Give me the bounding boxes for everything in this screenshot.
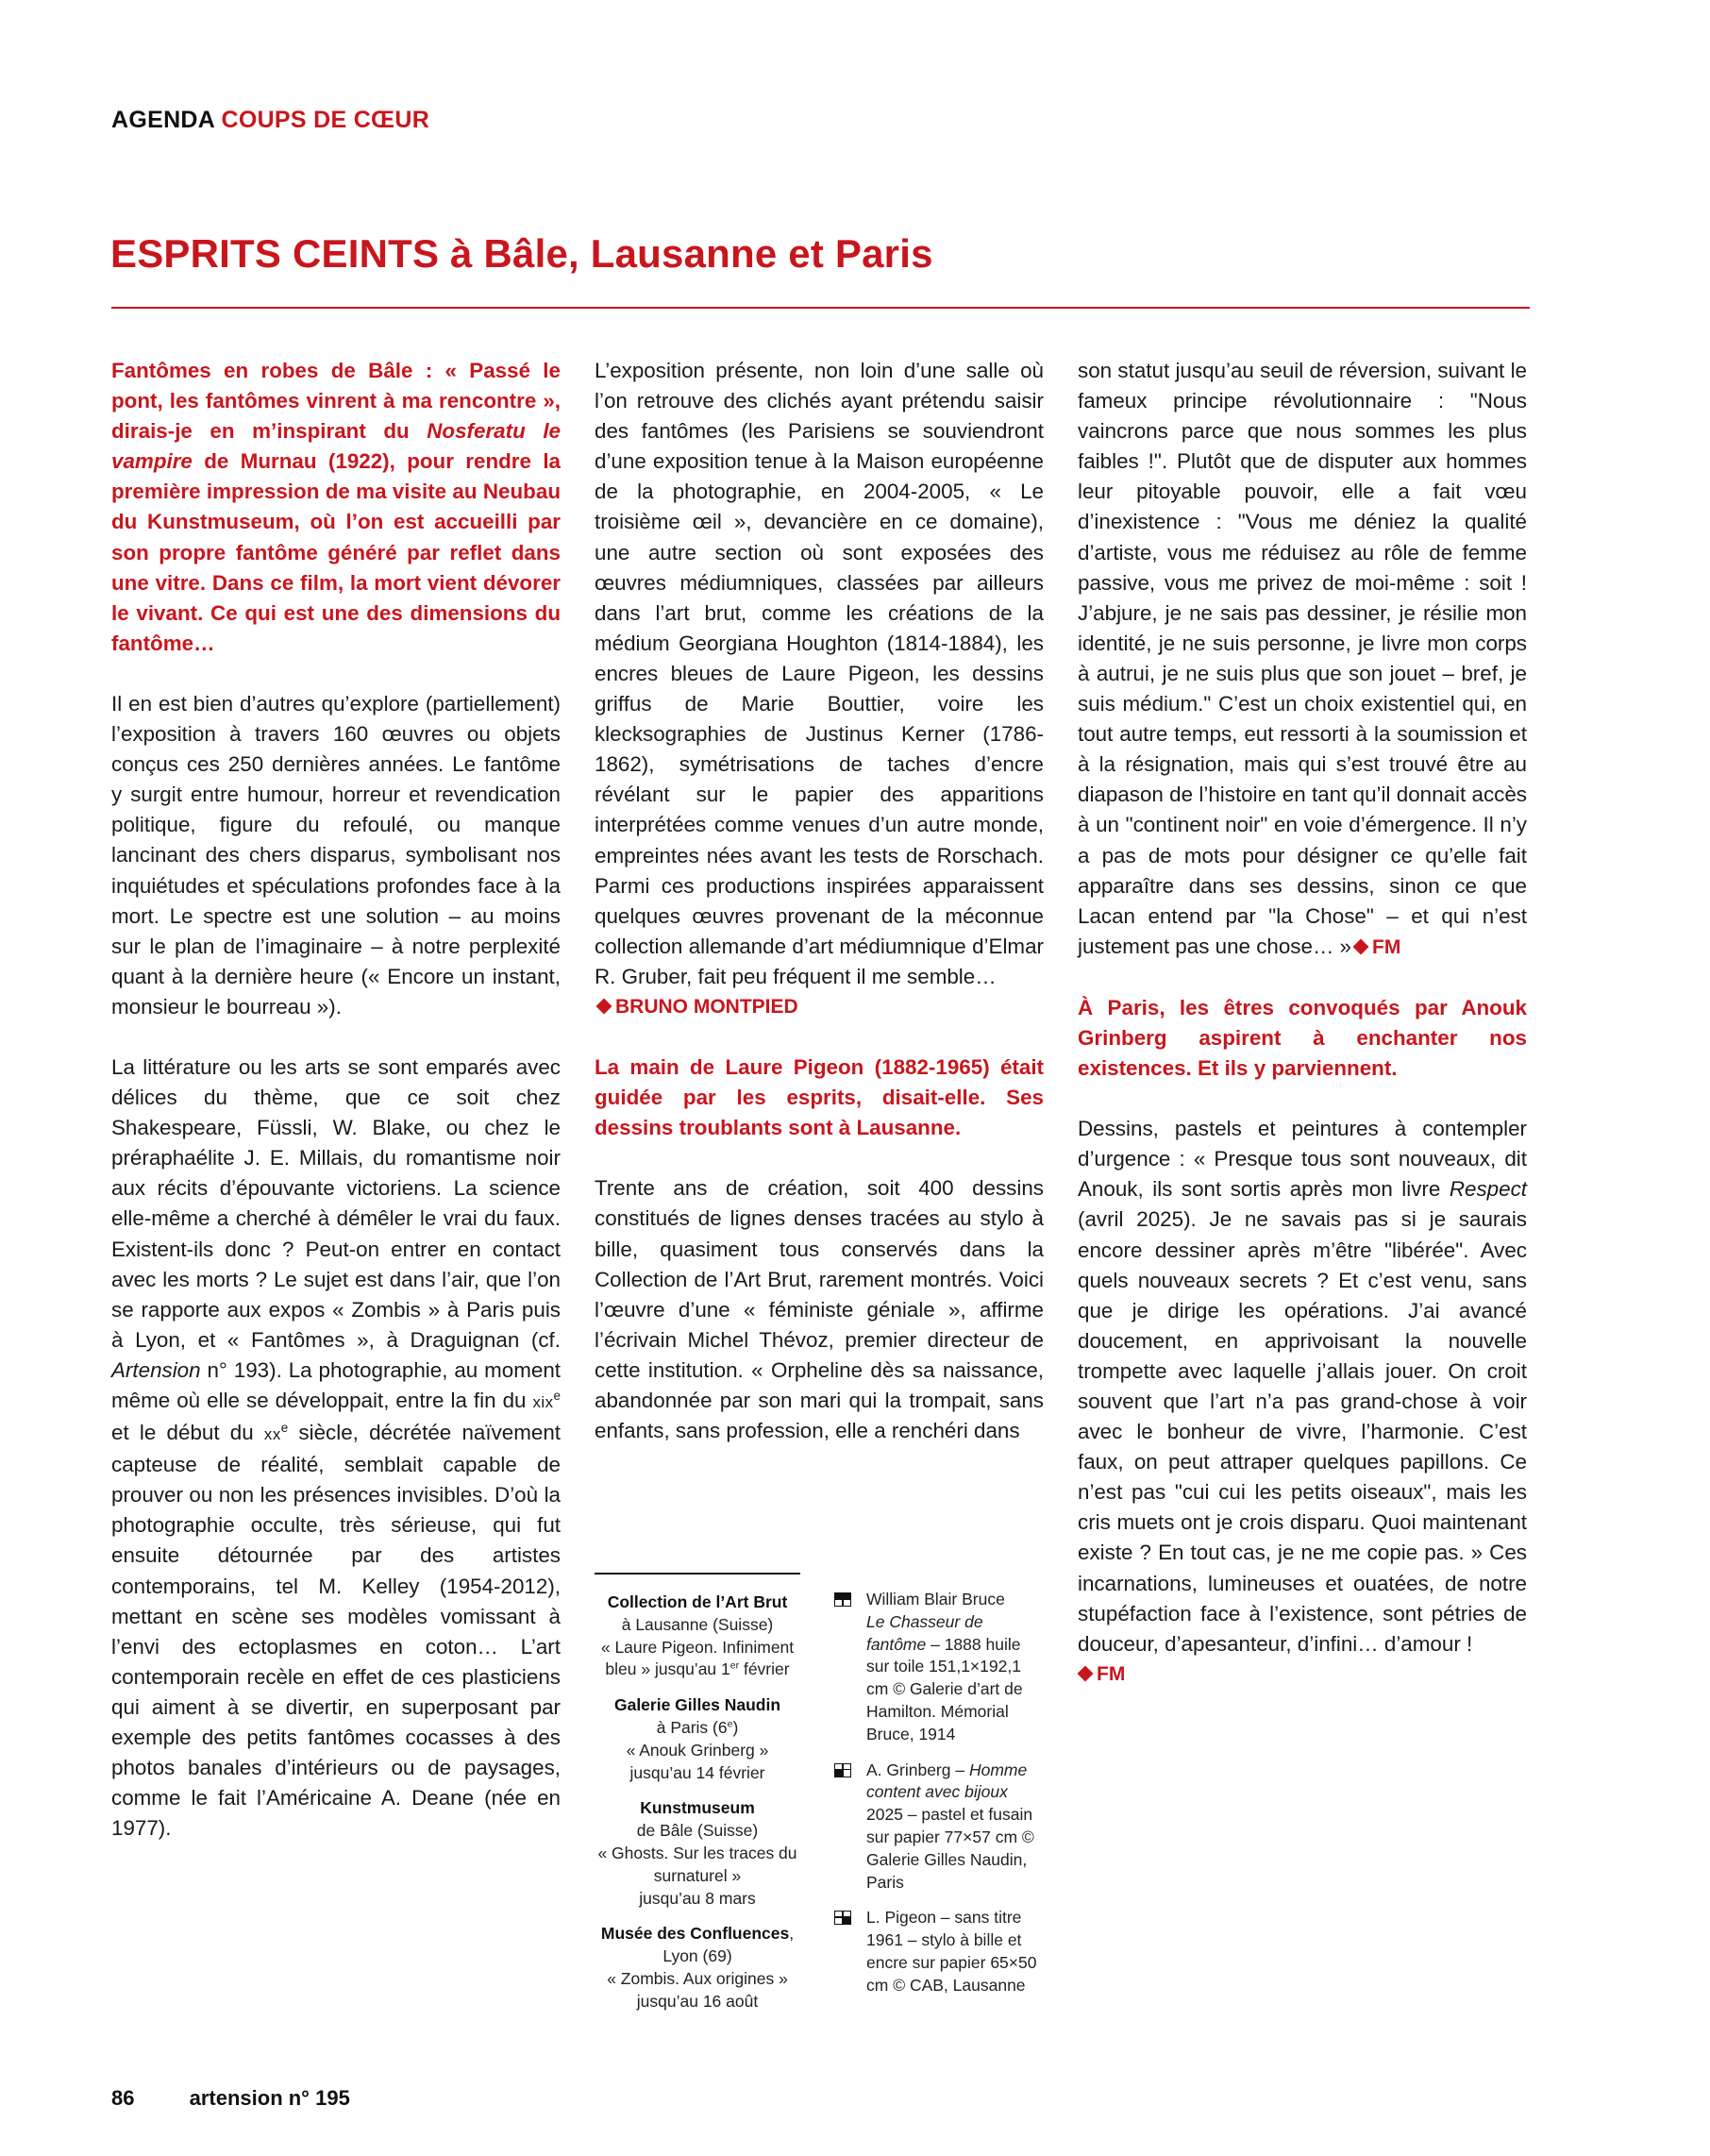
venue-place: à Paris (6e) bbox=[656, 1717, 739, 1737]
venue-name: Kunstmuseum bbox=[640, 1798, 755, 1818]
image-position-bottom-right-icon bbox=[834, 1911, 851, 1925]
venue-dates: jusqu’au 16 août bbox=[636, 1991, 759, 2011]
venue-name: Galerie Gilles Naudin bbox=[613, 1695, 781, 1715]
diamond-bullet-icon bbox=[596, 999, 612, 1015]
image-credit: L. Pigeon – sans titre 1961 – stylo à bille et encre sur papier 65×50 cm © CAB, Lausanne bbox=[834, 1907, 1042, 1996]
author-signature: FM bbox=[1351, 936, 1400, 958]
venue-name: Collection de l’Art Brut bbox=[607, 1592, 788, 1611]
magazine-reference: Artension bbox=[111, 1357, 201, 1382]
venue-show: « Ghosts. Sur les traces du surnaturel » bbox=[597, 1843, 797, 1885]
page-footer bbox=[111, 2086, 350, 2111]
section-label: AGENDA bbox=[111, 107, 215, 133]
author-signature: BRUNO MONTPIED bbox=[595, 992, 1044, 1022]
venue-dates: jusqu’au 8 mars bbox=[639, 1888, 756, 1908]
venue-name: Musée des Confluences bbox=[600, 1924, 790, 1944]
body-paragraph: Dessins, pastels et peintures à contempler d’urgence : « Presque tous sont nouveaux, dit Anouk, ils sont sortis après mon livre Respect (avril 2025). Je ne savais pas si je saurais encore dessiner après m’être "libérée". Avec quels nouveaux secrets ? Et c’est venu, sans que je dirige les opérations. J’ai avancé doucement, en apprivoisant la nouvelle trompette avec laquelle j’allais jouer. On croit souvent que l’art n’a pas grand-chose à voir avec le bonheur de vivre, l’harmonie. C’est faux, on peut attraper quelques papillons. Ce n’est pas "cui cui les petits oiseaux", mais les cris muets ont je crois disparu. Quoi maintenant existe ? En tout cas, je ne me copie pas. » Ces incarnations, lumineuses et ouatées, de notre stupéfaction face à l’existence, sont pétries de douceur, d’apesanteur, d’infini… d’amour ! bbox=[1078, 1117, 1527, 1656]
venue-info-box bbox=[595, 1573, 800, 2027]
body-paragraph: son statut jusqu’au seuil de réversion, suivant le fameux principe révolutionnaire : "Nous vaincrons parce que nous sommes les plus faibles !". Plutôt que de disputer aux hommes leur pitoyable pouvoir, elle a fait vœu d’inexistence : "Vous me déniez la qualité d’artiste, vous me réduisez au rôle de femme passive, vous me privez de moi-même : soit ! J’abjure, je ne sais pas dessiner, je résilie mon identité, je ne suis personne, je livre mon corps à autrui, je ne suis plus que son jouet – bref, je suis médium." C’est un choix existentiel qui, en tout autre temps, eut ressorti à la soumission et à la résignation, mais qui s’est trouvé être au diapason de l’histoire en tant qu’il donnait accès à un "continent noir" en voie d’émergence. Il n’y a pas de mots pour désigner ce qu’elle fait apparaître dans ses dessins, sinon ce que Lacan entend par "la Chose" – et qui n’est justement pas une chose… » FM bbox=[1078, 359, 1527, 958]
artwork-title: Le Chasseur de fantôme bbox=[866, 1611, 983, 1654]
magazine-issue: artension n° 195 bbox=[189, 2086, 350, 2110]
author-signature: FM bbox=[1078, 1659, 1527, 1690]
lead-paragraph: À Paris, les êtres convoqués par Anouk Grinberg aspirent à enchanter nos existences. Et ils y parviennent. bbox=[1078, 995, 1527, 1081]
film-title: Nosferatu le vampire bbox=[111, 419, 561, 474]
book-title: Respect bbox=[1449, 1177, 1527, 1202]
subsection-label: COUPS DE CŒUR bbox=[221, 107, 430, 133]
venue-entry bbox=[595, 1592, 800, 1681]
section-kicker bbox=[111, 107, 429, 134]
diamond-bullet-icon bbox=[1078, 1666, 1094, 1682]
venue-entry bbox=[595, 1694, 800, 1784]
title-divider bbox=[111, 307, 1530, 309]
body-paragraph: Trente ans de création, soit 400 dessins constitués de lignes denses tracées au stylo à bille, quasiment tous conservés dans la Collection de l’Art Brut, rarement montrés. Voici l’œuvre d’une « féministe géniale », affirme l’écrivain Michel Thévoz, premier directeur de cette institution. « Orpheline dès sa naissance, abandonnée par son mari qui la trompait, sans enfants, sans profession, elle a renchéri dans bbox=[595, 1176, 1044, 1443]
venue-entry bbox=[595, 1797, 800, 1910]
venue-place: à Lausanne (Suisse) bbox=[621, 1614, 774, 1634]
venue-entry: Musée des Confluences, Lyon (69) « Zombis. Aux origines » jusqu’au 16 août bbox=[600, 1924, 795, 2011]
image-position-bottom-left-icon bbox=[834, 1763, 851, 1777]
body-paragraph: Il en est bien d’autres qu’explore (partiellement) l’exposition à travers 160 œuvres ou objets conçus ces 250 dernières années. Le fantôme y surgit entre humour, horreur et revendication politique, figure du refoulé, ou manque lancinant des chers disparus, symbolisant nos inquiétudes et spéculations profondes face à la mort. Le spectre est une solution – au moins sur le plan de l’imaginaire – à notre perplexité quant à la dernière heure (« Encore un instant, monsieur le bourreau »). bbox=[111, 691, 561, 1019]
body-paragraph: La littérature ou les arts se sont emparés avec délices du thème, que ce soit chez Shakespeare, Füssli, W. Blake, ou chez le préraphaélite J. E. Millais, du romantisme noir aux récits d’épouvante victoriens. La science elle-même a cherché à démêler le vrai du faux. Existent-ils donc ? Peut-on entrer en contact avec les morts ? Le sujet est dans l’air, que l’on se rapporte aux expos « Zombis » à Paris puis à Lyon, et « Fantômes », à Draguignan (cf. Artension n° 193). La photographie, au moment même où elle se développait, entre la fin du xix$^e$ et le début du $xx^e$ siècle, décrétée naïvement capteuse de réalité, semblait capable de prouver ou non les présences invisibles. D’où la photographie occulte, très sérieuse, qui fut ensuite détournée par des artistes contemporains, tel M. Kelley (1954-2012), mettant en scène ses modèles vomissant à l’envi des ectoplasmes en coton… L’art contemporain recèle en effet de ces plasticiens qui aiment à se divertir, en superposant par exemple des petits fantômes cocasses à des photos banales d’intérieurs ou de paysages, comme le fait l’Américaine A. Deane (née en 1977). bbox=[111, 1054, 561, 1841]
venue-show: « Anouk Grinberg » bbox=[626, 1740, 769, 1760]
venue-dates: jusqu’au 14 février bbox=[629, 1762, 765, 1782]
venue-show: « Laure Pigeon. Infiniment bleu » jusqu’au 1er février bbox=[600, 1637, 795, 1679]
image-credits bbox=[834, 1589, 1042, 2011]
venue-place: Lyon (69) bbox=[662, 1946, 732, 1966]
image-position-top-icon bbox=[834, 1592, 851, 1607]
diamond-bullet-icon bbox=[1353, 939, 1369, 955]
lead-paragraph: La main de Laure Pigeon (1882-1965) était guidée par les esprits, disait-elle. Ses dessins troublants sont à Lausanne. bbox=[595, 1055, 1044, 1140]
column-1 bbox=[111, 356, 561, 1874]
article-title: ESPRITS CEINTS à Bâle, Lausanne et Paris bbox=[110, 231, 933, 276]
column-2 bbox=[595, 356, 1044, 1476]
image-credit: William Blair Bruce Le Chasseur de fantôme – 1888 huile sur toile 151,1×192,1 cm © Galerie d’art de Hamilton. Mémorial Bruce, 1914 bbox=[834, 1589, 1042, 1746]
image-credit: A. Grinberg – Homme content avec bijoux 2025 – pastel et fusain sur papier 77×57 cm © Galerie Gilles Naudin, Paris bbox=[834, 1760, 1042, 1895]
venue-show: « Zombis. Aux origines » bbox=[607, 1968, 788, 1988]
artwork-title: Homme content avec bijoux bbox=[866, 1760, 1028, 1802]
lead-paragraph: Fantômes en robes de Bâle : « Passé le pont, les fantômes vinrent à ma rencontre », dirais-je en m’inspirant du Nosferatu le vampire de Murnau (1922), pour rendre la première impression de ma visite au Neubau du Kunstmuseum, où l’on est accueilli par son propre fantôme généré par reflet dans une vitre. Dans ce film, la mort vient dévorer le vivant. Ce qui est une des dimensions du fantôme… bbox=[111, 359, 561, 655]
column-3 bbox=[1078, 356, 1527, 1720]
page-number: 86 bbox=[111, 2086, 135, 2110]
body-paragraph: L’exposition présente, non loin d’une salle où l’on retrouve des clichés ayant prétendu saisir des fantômes (les Parisiens se souviendront d’une exposition tenue à la Maison européenne de la photographie, en 2004-2005, « Le troisième œil », devancière en ce domaine), une autre section où sont exposées des œuvres médiumniques, classées par ailleurs dans l’art brut, comme les créations de la médium Georgiana Houghton (1814-1884), les encres bleues de Laure Pigeon, les dessins griffus de Marie Bouttier, voire les klecksographies de Justinus Kerner (1786-1862), symétrisations de taches d’encre révélant sur le papier des apparitions interprétées comme venues d’un autre monde, empreintes nées avant les tests de Rorschach. Parmi ces productions inspirées apparaissent quelques œuvres provenant de la méconnue collection allemande d’art médiumnique d’Elmar R. Gruber, fait peu fréquent il me semble… bbox=[595, 359, 1044, 988]
venue-place: de Bâle (Suisse) bbox=[636, 1821, 759, 1841]
